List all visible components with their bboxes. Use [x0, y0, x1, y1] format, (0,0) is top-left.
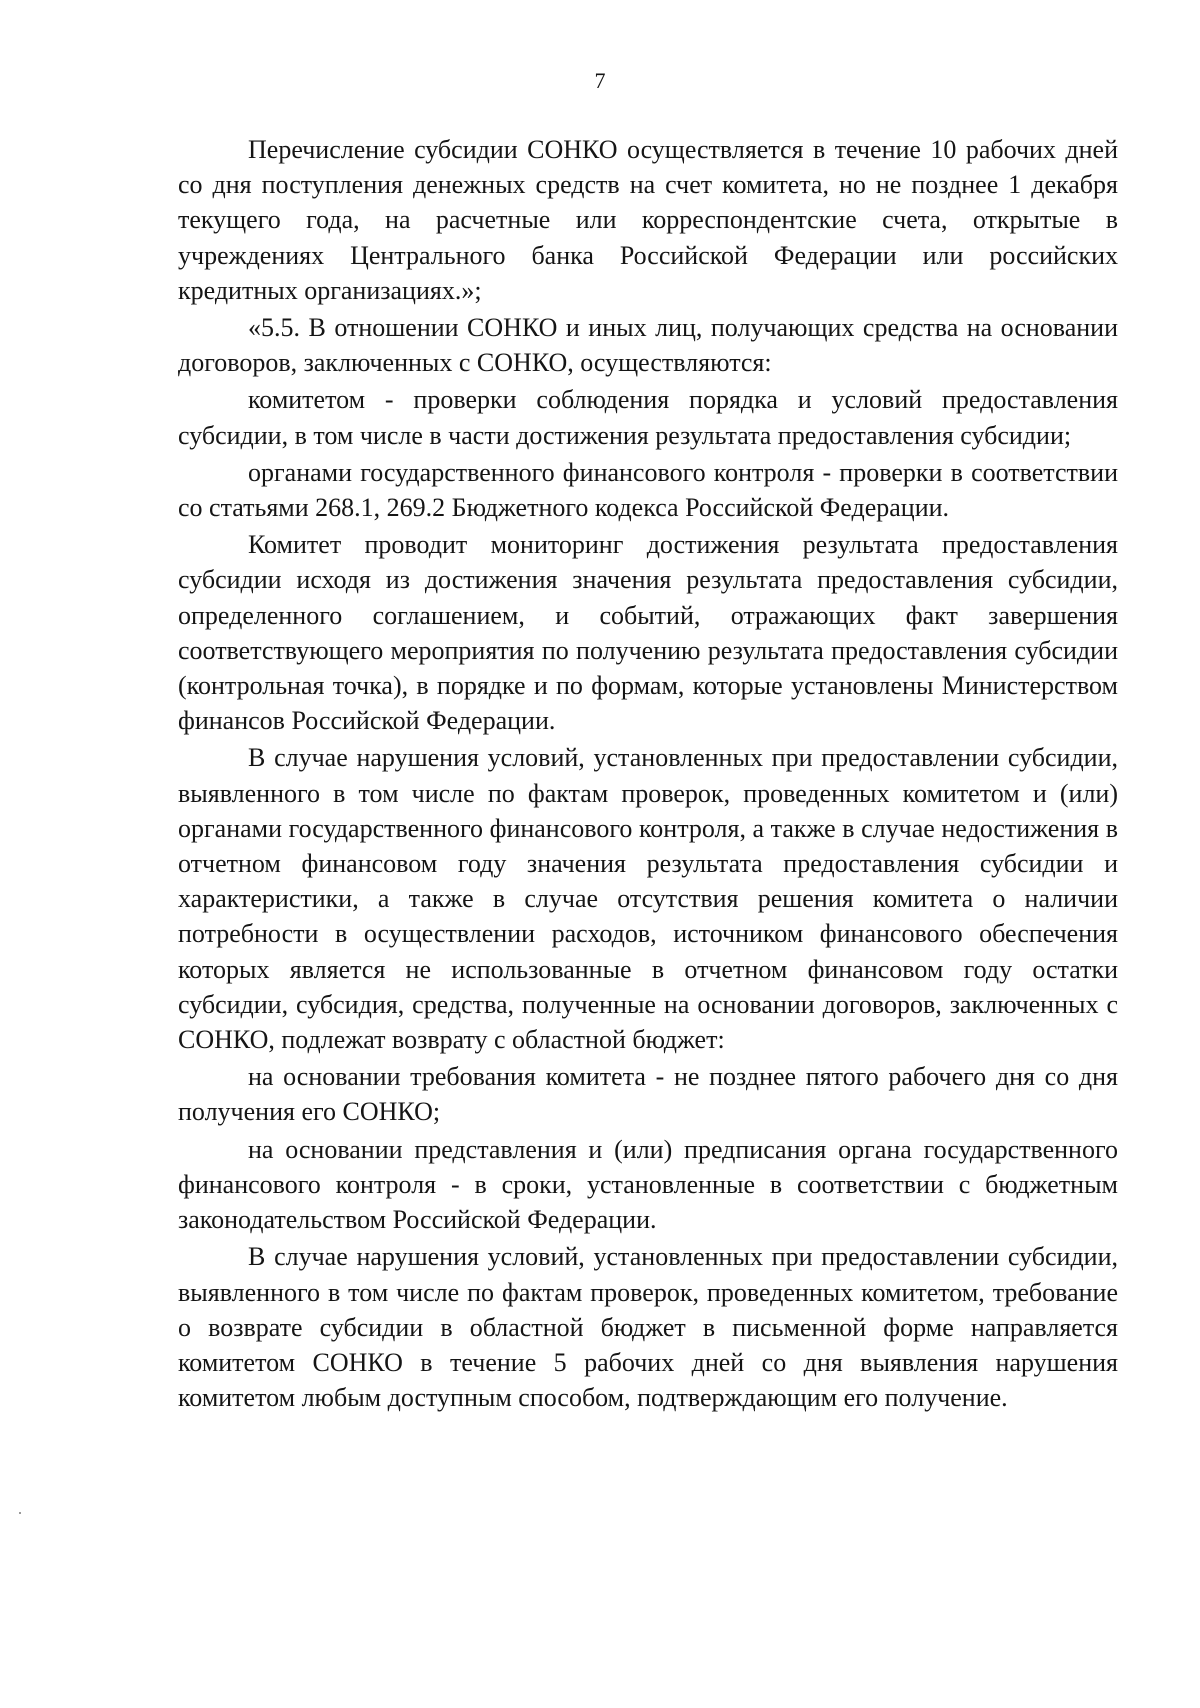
paragraph: комитетом - проверки соблюдения порядка и условий предоставления субсидии, в том числе в части достижения результата предоставления субсидии; [178, 385, 1118, 450]
paragraph: Перечисление субсидии СОНКО осуществляется в течение 10 рабочих дней со дня поступления денежных средств на счет комитета, но не позднее 1 декабря текущего года, на расчетные или корреспондентские счета, открытые в учреждениях Центрального банка Российской Федерации или российских кредитных организациях.»; [178, 135, 1118, 305]
page-number: 7 [594, 68, 606, 93]
paragraph: В случае нарушения условий, установленных при предоставлении субсидии, выявленного в том числе по фактам проверок, проведенных комитетом и (или) органами государственного финансового контроля, а также в случае недостижения в отчетном финансовом году значения результата предоставления субсидии и характеристики, а также в случае отсутствия решения комитета о наличии потребности в осуществлении расходов, источником финансового обеспечения которых является не использованные в отчетном финансовом году остатки субсидии, субсидия, средства, полученные на основании договоров, заключенных с СОНКО, подлежат возврату с областной бюджет: [178, 743, 1118, 1055]
document-body [178, 132, 1118, 1415]
paragraph: на основании требования комитета - не позднее пятого рабочего дня со дня получения его СОНКО; [178, 1062, 1118, 1127]
paragraph: В случае нарушения условий, установленных при предоставлении субсидии, выявленного в том числе по фактам проверок, проведенных комитетом, требование о возврате субсидии в областной бюджет в письменной форме направляется комитетом СОНКО в течение 5 рабочих дней со дня выявления нарушения комитетом любым доступным способом, подтверждающим его получение. [178, 1242, 1118, 1413]
paragraph: «5.5. В отношении СОНКО и иных лиц, получающих средства на основании договоров, заключенных с СОНКО, осуществляются: [178, 313, 1118, 378]
paragraph: на основании представления и (или) предписания органа государственного финансового контроля - в сроки, установленные в соответствии с бюджетным законодательством Российской Федерации. [178, 1134, 1118, 1235]
paragraph: органами государственного финансового контроля - проверки в соответствии со статьями 268.1, 269.2 Бюджетного кодекса Российской Федерации. [178, 457, 1118, 523]
paragraph: Комитет проводит мониторинг достижения результата предоставления субсидии исходя из достижения значения результата предоставления субсидии, определенного соглашением, и событий, отражающих факт завершения соответствующего мероприятия по получению результата предоставления субсидии (контрольная точка), в порядке и по формам, которые установлены Министерством финансов Российской Федерации. [178, 530, 1118, 736]
scan-artifact [19, 1512, 21, 1514]
